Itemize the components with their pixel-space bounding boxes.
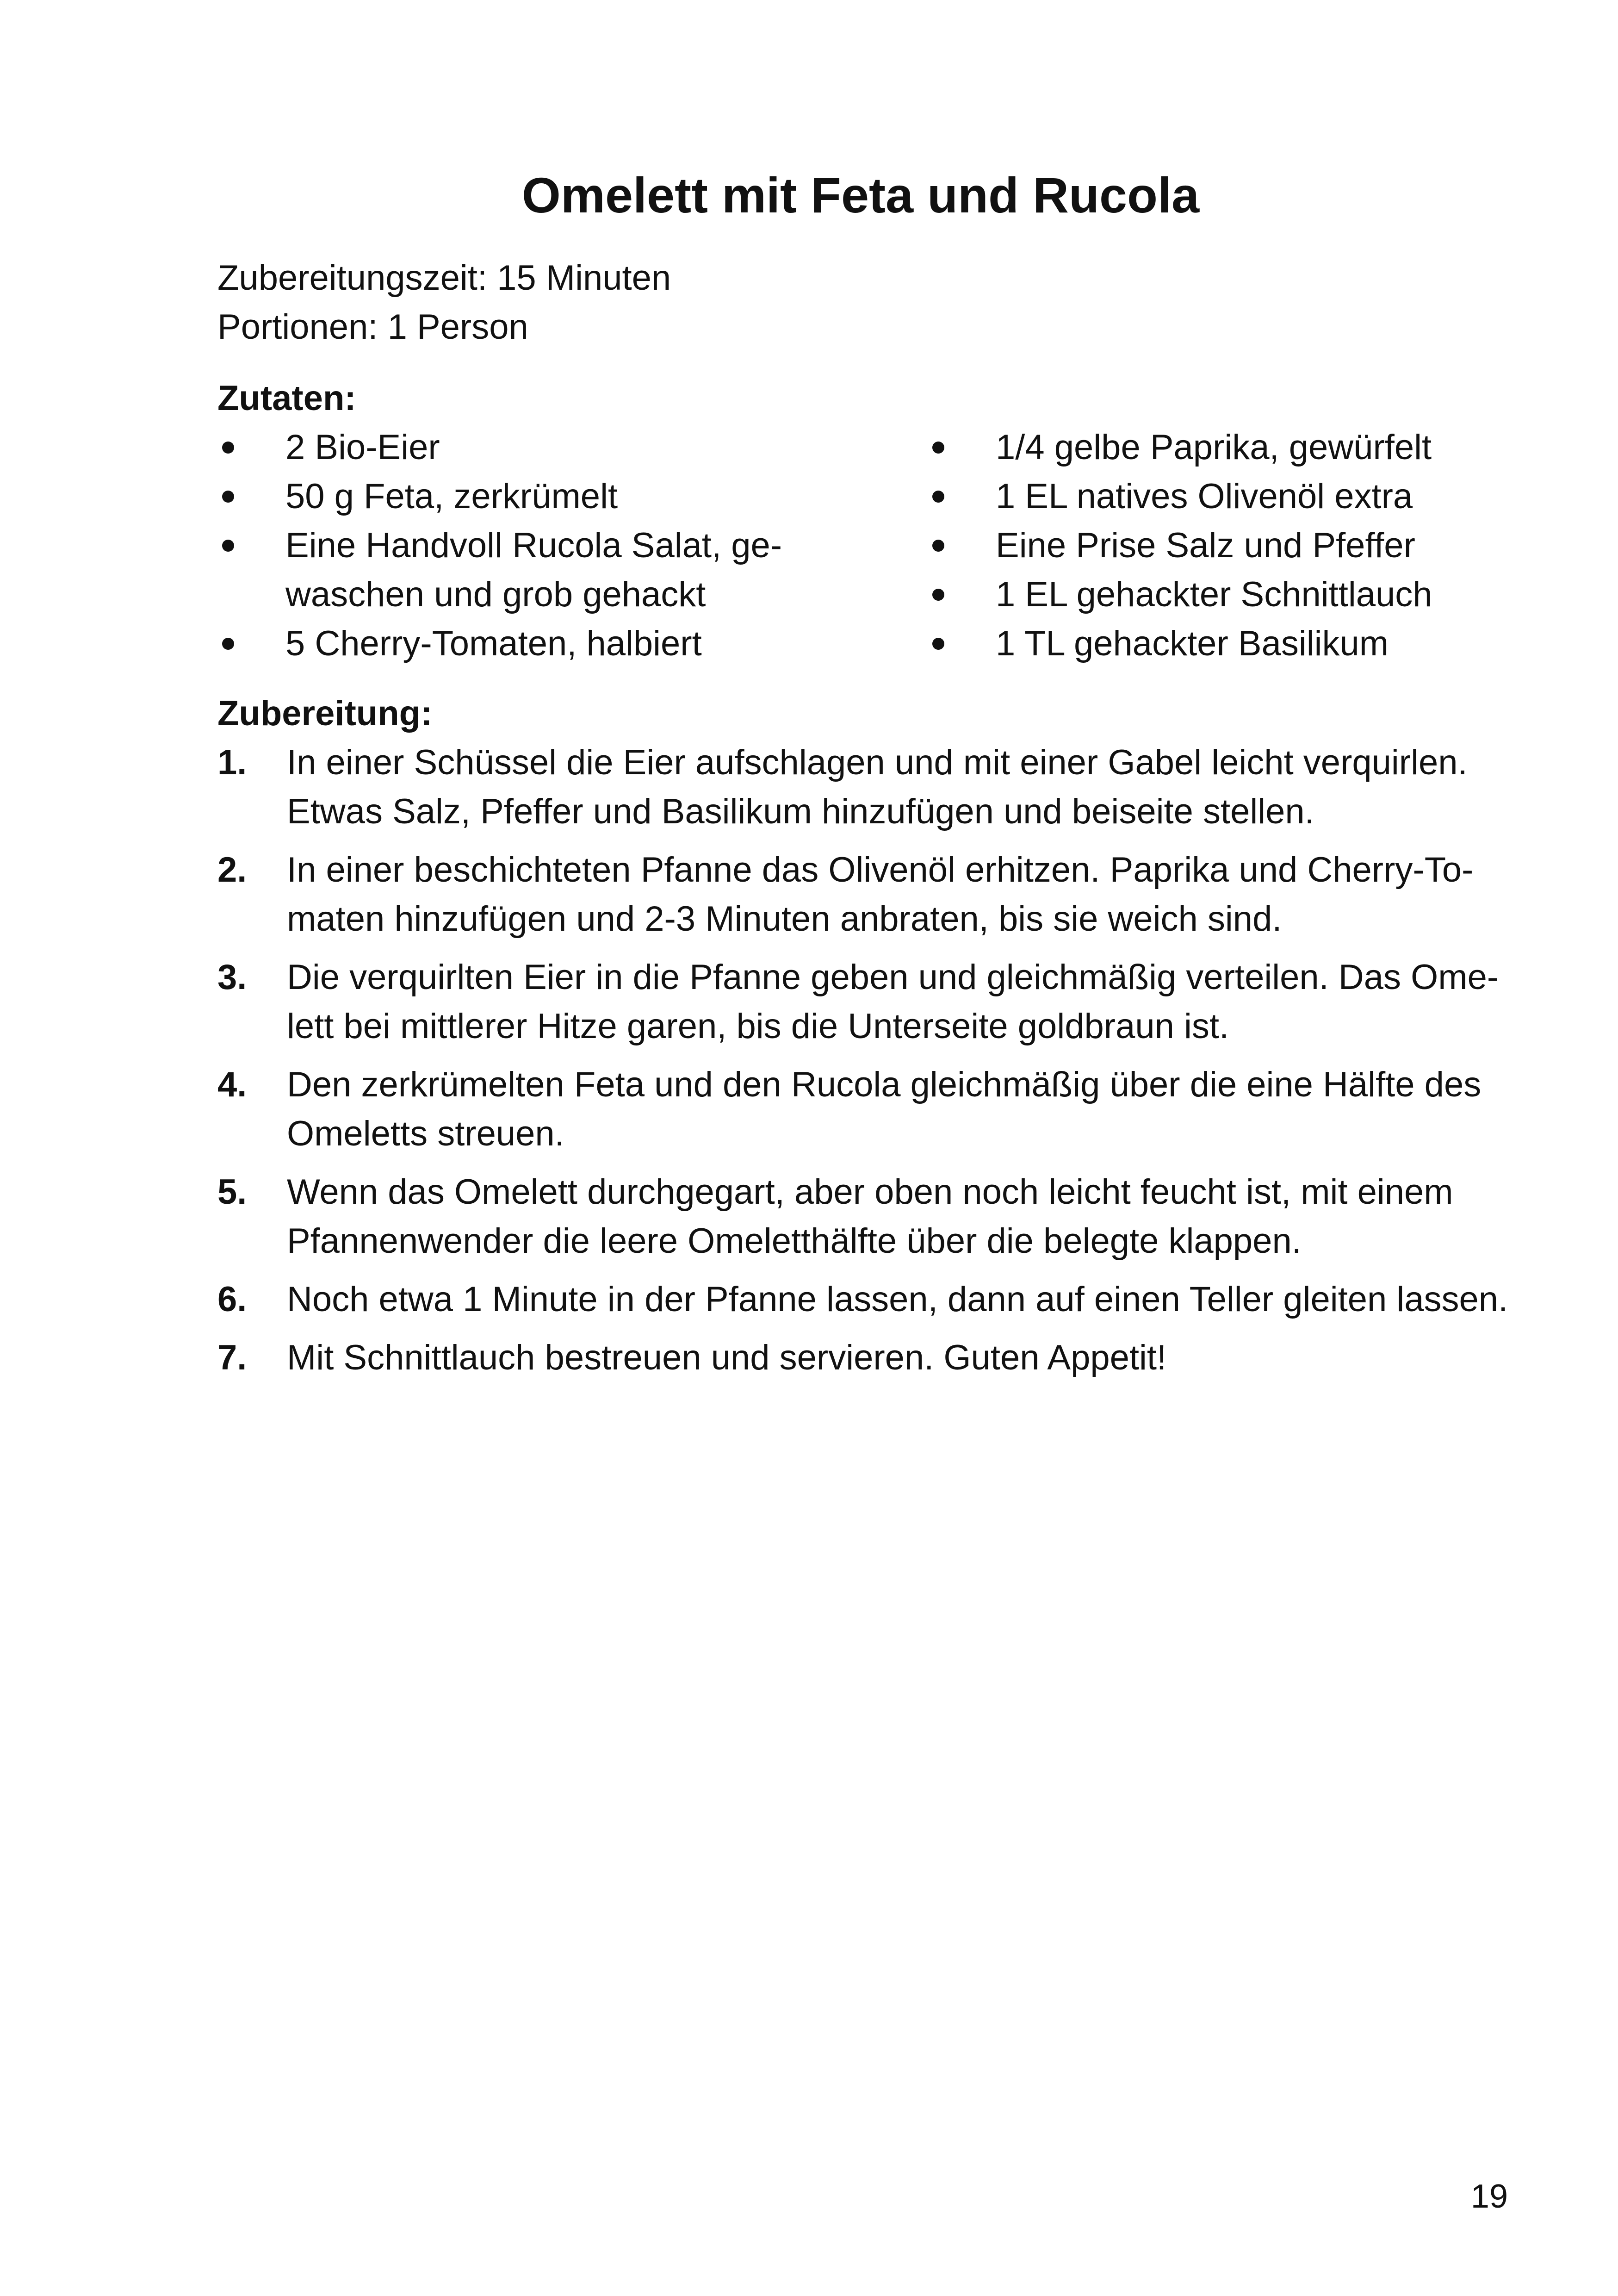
step-text: Wenn das Omelett durchgegart, aber oben noch leicht feucht ist, mit einem (287, 1172, 1453, 1212)
ingredient-item (217, 472, 782, 521)
ingredient-item (217, 619, 782, 668)
step-number: 7. (217, 1338, 247, 1377)
step-text: In einer Schüssel die Eier aufschlagen und mit einer Gabel leicht verquirlen. (287, 743, 1468, 782)
preparation-steps (217, 738, 1508, 1392)
step-text: maten hinzufügen und 2-3 Minuten anbraten, bis sie weich sind. (287, 899, 1282, 939)
ingredient-item (928, 423, 1432, 472)
ingredient-text: 1/4 gelbe Paprika, gewürfelt (996, 428, 1432, 467)
step-text: lett bei mittlerer Hitze garen, bis die Unterseite goldbraun ist. (287, 1007, 1229, 1046)
preparation-heading: Zubereitung: (217, 694, 433, 733)
preparation-step (217, 1060, 1508, 1158)
ingredient-text: 2 Bio-Eier (285, 428, 440, 467)
step-text: Mit Schnittlauch bestreuen und servieren. Guten Appetit! (287, 1338, 1167, 1377)
step-text: Etwas Salz, Pfeffer und Basilikum hinzufügen und beiseite stellen. (287, 792, 1314, 831)
step-text: Omeletts streuen. (287, 1114, 564, 1153)
ingredient-text: waschen und grob gehackt (285, 575, 706, 614)
ingredient-item (928, 570, 1432, 619)
step-number: 2. (217, 850, 247, 890)
ingredient-item (928, 619, 1432, 668)
step-text: Den zerkrümelten Feta und den Rucola gleichmäßig über die eine Hälfte des (287, 1065, 1482, 1104)
step-number: 1. (217, 743, 247, 782)
ingredient-text: Eine Handvoll Rucola Salat, ge- (285, 526, 782, 565)
preparation-step (217, 1275, 1508, 1324)
ingredients-list-left (217, 423, 782, 668)
servings: Portionen: 1 Person (217, 307, 528, 347)
step-text: Pfannenwender die leere Omeletthälfte über die belegte klappen. (287, 1221, 1302, 1261)
page-number: 19 (1470, 2178, 1508, 2215)
ingredient-item (217, 423, 782, 472)
recipe-meta (217, 254, 671, 352)
step-text: In einer beschichteten Pfanne das Olivenöl erhitzen. Paprika und Cherry-To- (287, 850, 1474, 890)
step-text: Die verquirlten Eier in die Pfanne geben und gleichmäßig verteilen. Das Ome- (287, 958, 1499, 997)
preparation-step (217, 953, 1508, 1051)
step-number: 6. (217, 1280, 247, 1319)
ingredient-text: 50 g Feta, zerkrümelt (285, 477, 618, 516)
recipe-title: Omelett mit Feta und Rucola (521, 167, 1200, 223)
step-text: Noch etwa 1 Minute in der Pfanne lassen, dann auf einen Teller gleiten lassen. (287, 1280, 1508, 1319)
preparation-step (217, 738, 1508, 836)
ingredient-text: 1 EL natives Olivenöl extra (996, 477, 1413, 516)
ingredient-item (217, 521, 782, 619)
ingredient-text: 1 TL gehackter Basilikum (996, 624, 1389, 663)
ingredients-heading: Zutaten: (217, 379, 356, 418)
ingredients-list-right (928, 423, 1432, 668)
ingredient-text: 5 Cherry-Tomaten, halbiert (285, 624, 702, 663)
prep-time: Zubereitungszeit: 15 Minuten (217, 258, 671, 298)
preparation-step (217, 1168, 1508, 1266)
step-number: 5. (217, 1172, 247, 1212)
step-number: 3. (217, 958, 247, 997)
ingredient-text: 1 EL gehackter Schnittlauch (996, 575, 1432, 614)
ingredient-item (928, 521, 1432, 570)
step-number: 4. (217, 1065, 247, 1104)
preparation-step (217, 846, 1508, 944)
preparation-step (217, 1333, 1508, 1382)
ingredient-item (928, 472, 1432, 521)
ingredient-text: Eine Prise Salz und Pfeffer (996, 526, 1415, 565)
